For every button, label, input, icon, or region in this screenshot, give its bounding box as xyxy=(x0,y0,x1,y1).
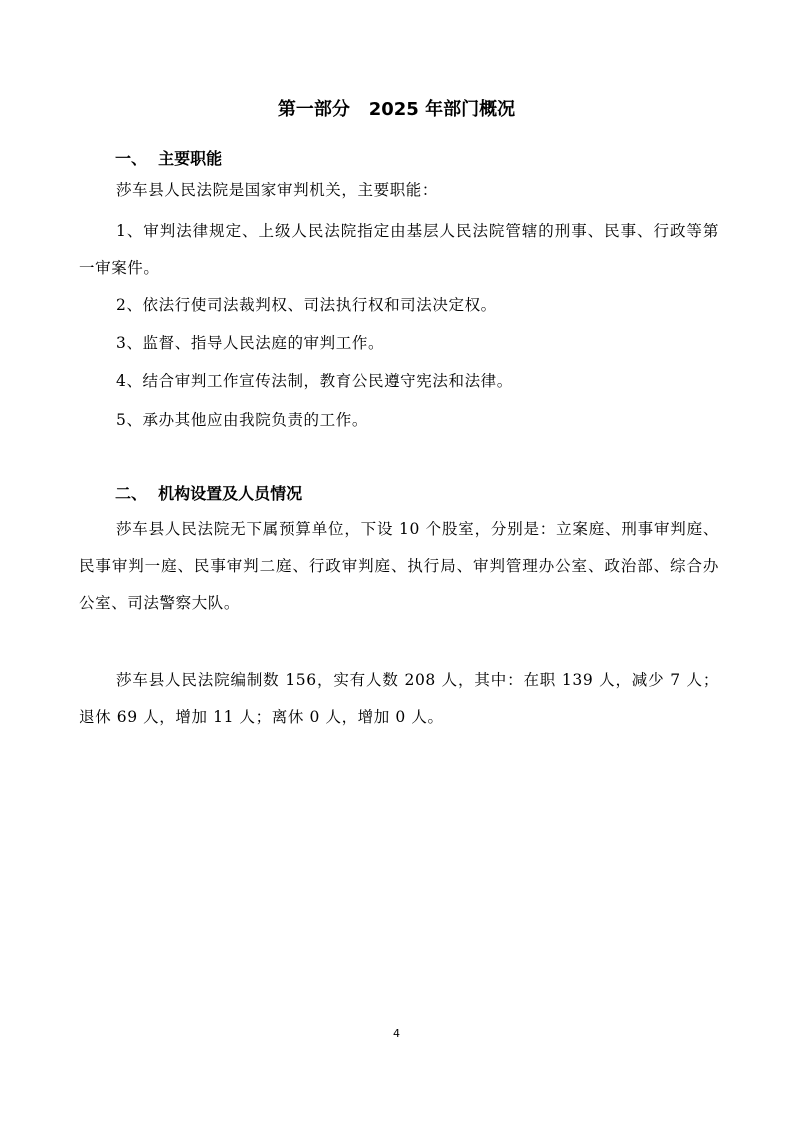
paragraph-function-5: 5、承办其他应由我院负责的工作。 xyxy=(116,411,368,429)
paragraph-staffing: 莎车县人民法院编制数 156，实有人数 208 人，其中：在职 139 人，减少 7 人；退休 69 人，增加 11 人；离休 0 人，增加 0 人。 xyxy=(79,671,719,726)
paragraph-function-1: 1、审判法律规定、上级人民法院指定由基层人民法院管辖的刑事、民事、行政等第一审案件。 xyxy=(79,222,719,277)
paragraph-intro: 莎车县人民法院是国家审判机关，主要职能： xyxy=(116,181,439,199)
paragraph-function-3: 3、监督、指导人民法庭的审判工作。 xyxy=(116,334,385,352)
page-title: 第一部分 2025 年部门概况 xyxy=(277,99,516,120)
page-number: 4 xyxy=(393,1027,400,1040)
section-heading-main-functions: 一、 主要职能 xyxy=(115,149,223,168)
paragraph-organization: 莎车县人民法院无下属预算单位，下设 10 个股室，分别是：立案庭、刑事审判庭、民事审判一庭、民事审判二庭、行政审判庭、执行局、审判管理办公室、政治部、综合办公室、司法警察大队。 xyxy=(79,520,719,612)
paragraph-function-4: 4、结合审判工作宣传法制，教育公民遵守宪法和法律。 xyxy=(116,372,513,390)
paragraph-function-2: 2、依法行使司法裁判权、司法执行权和司法决定权。 xyxy=(116,296,497,314)
section-heading-organization: 二、 机构设置及人员情况 xyxy=(115,484,303,503)
